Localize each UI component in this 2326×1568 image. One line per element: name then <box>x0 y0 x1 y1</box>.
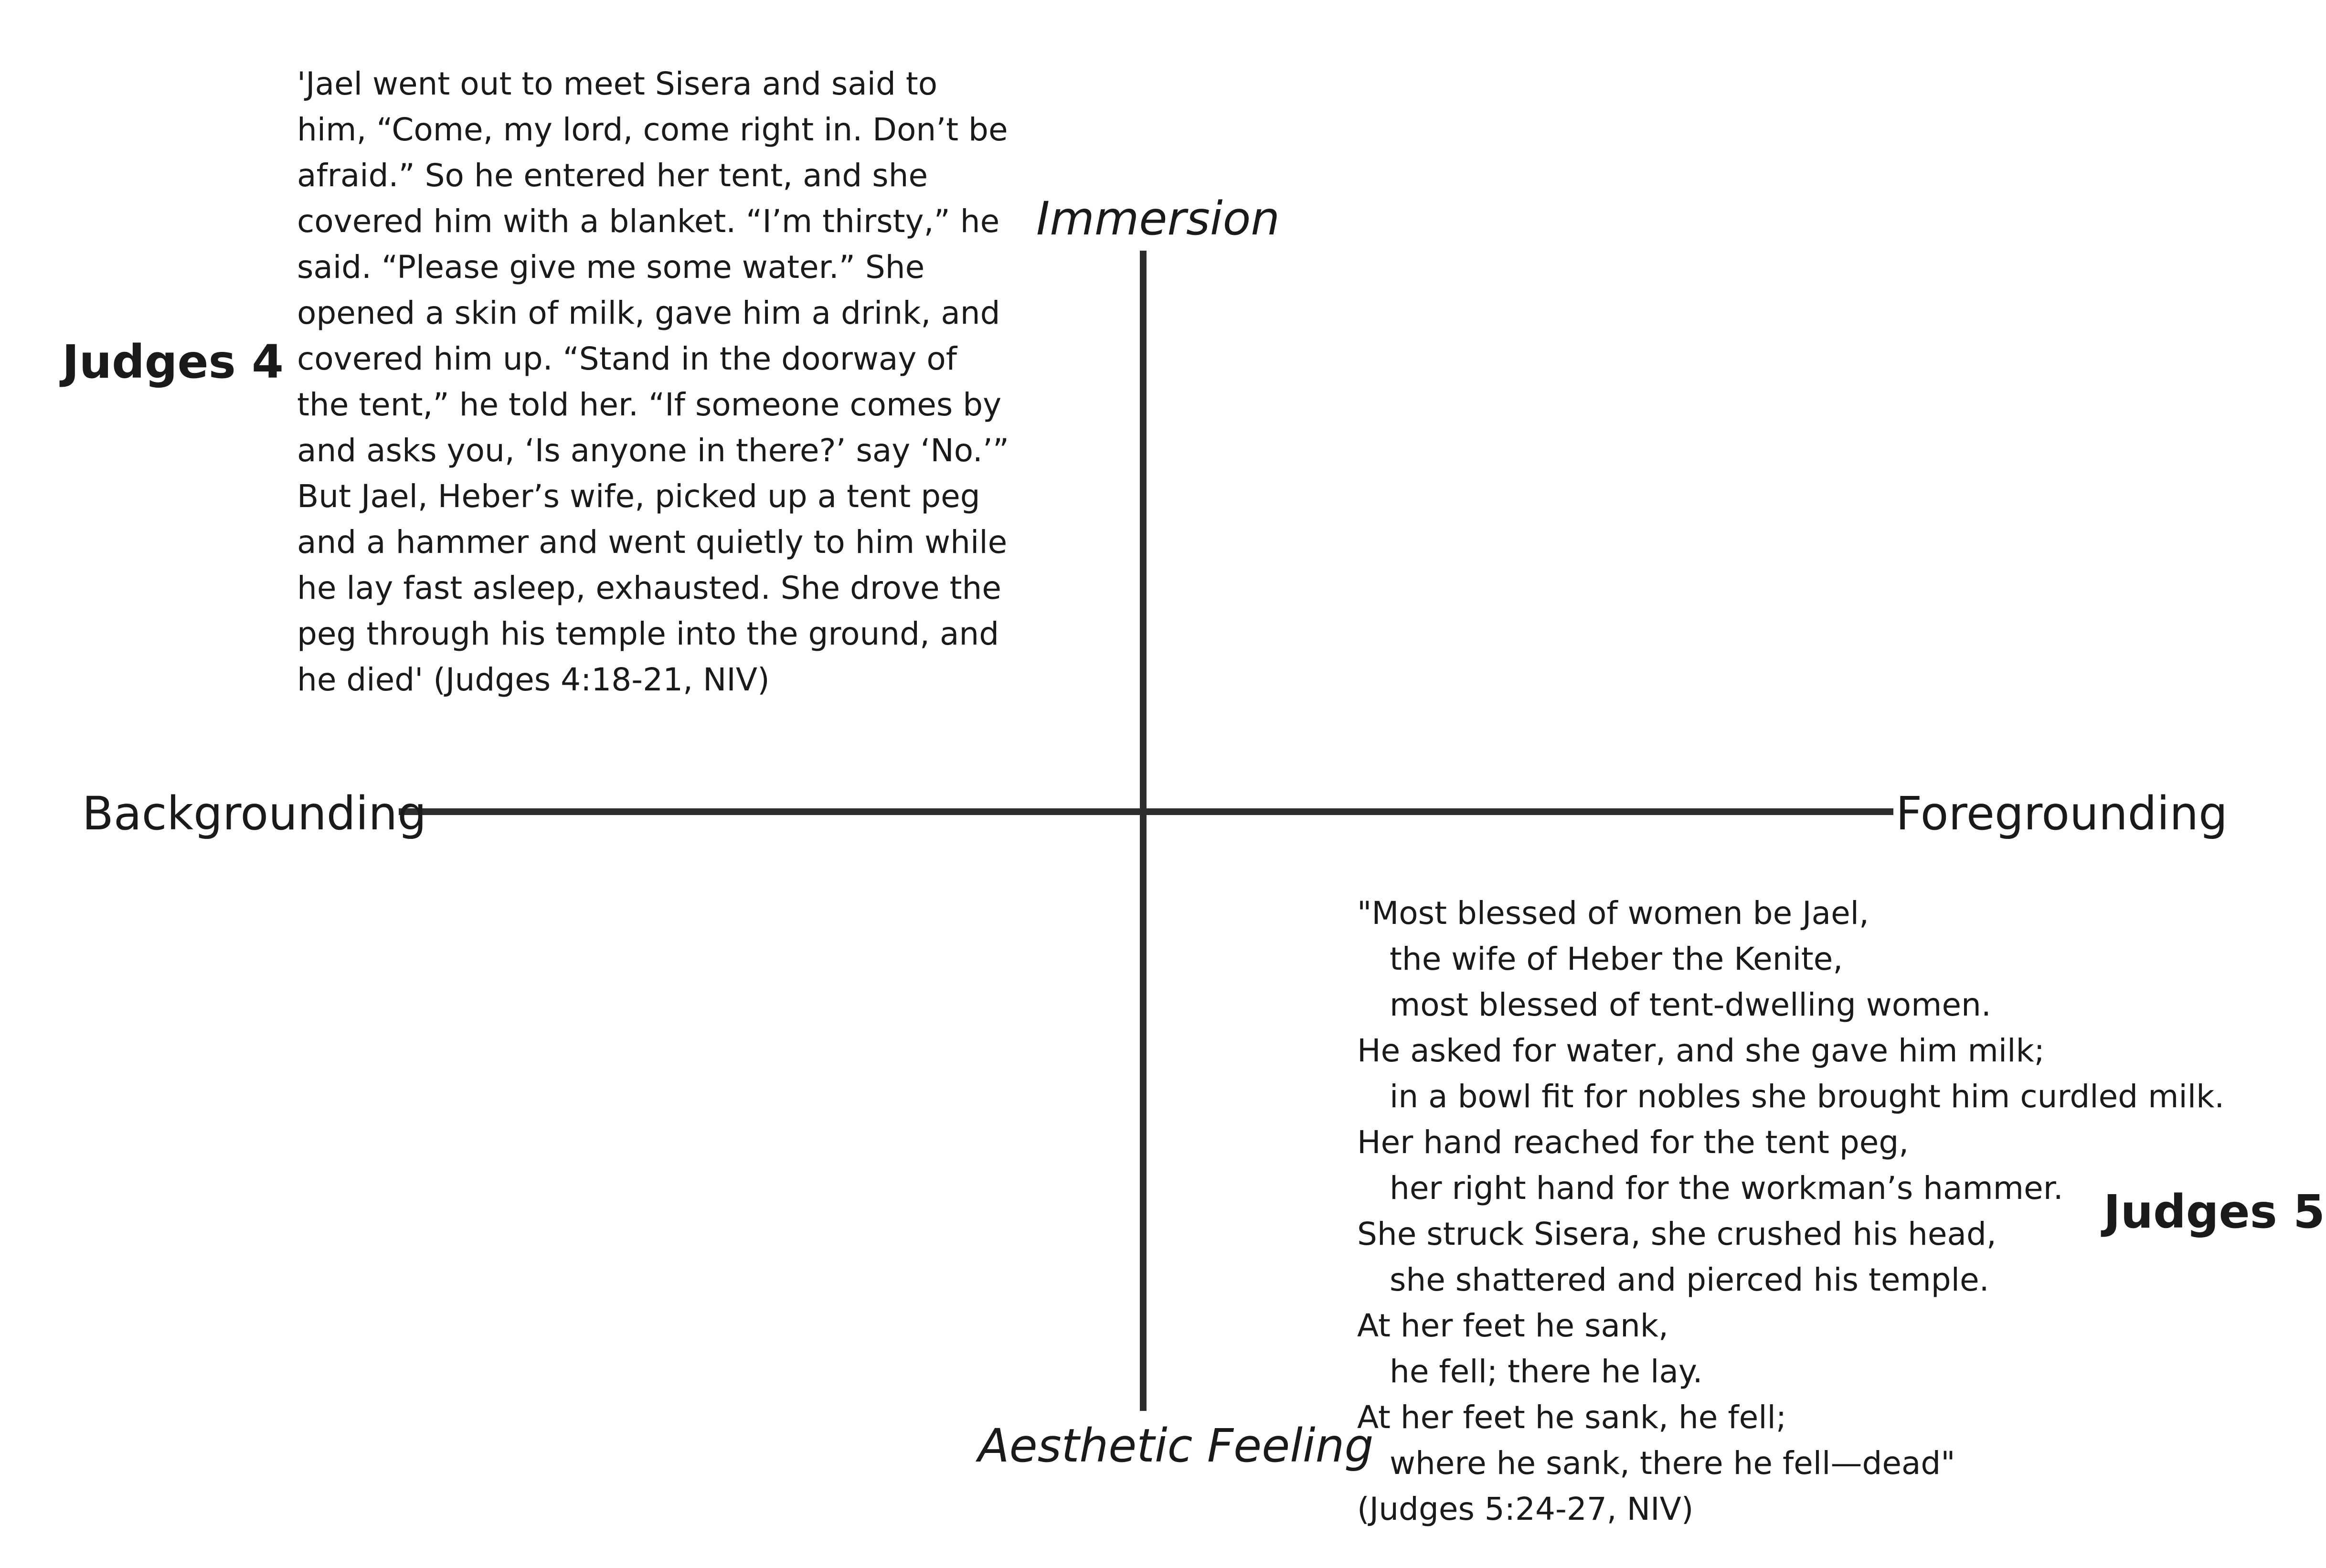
passage-line: he died' (Judges 4:18-21, NIV) <box>297 661 770 698</box>
passage-line: him, “Come, my lord, come right in. Don’t be <box>297 111 1008 148</box>
passage-line: her right hand for the workman’s hammer. <box>1390 1170 2063 1207</box>
passage-line: most blessed of tent-dwelling women. <box>1390 986 1991 1023</box>
passage-line: At her feet he sank, <box>1357 1307 1668 1344</box>
passage-line: he lay fast asleep, exhausted. She drove the <box>297 570 1001 606</box>
passage-line: covered him with a blanket. “I’m thirsty,” he <box>297 203 1000 240</box>
judges-5-heading: Judges 5 <box>2103 1185 2325 1239</box>
judges-4-heading: Judges 4 <box>62 335 284 389</box>
axis-label-backgrounding: Backgrounding <box>82 787 427 840</box>
passage-line: he fell; there he lay. <box>1390 1353 1703 1390</box>
passage-line: afraid.” So he entered her tent, and she <box>297 157 928 194</box>
passage-line: and asks you, ‘Is anyone in there?’ say ‘No.’” <box>297 432 1009 469</box>
axis-label-aesthetic-feeling: Aesthetic Feeling <box>978 1419 1374 1473</box>
passage-line: opened a skin of milk, gave him a drink, and <box>297 295 1000 331</box>
passage-line: (Judges 5:24-27, NIV) <box>1357 1491 1694 1527</box>
passage-line: He asked for water, and she gave him milk; <box>1357 1032 2045 1069</box>
passage-line: and a hammer and went quietly to him while <box>297 524 1008 561</box>
passage-line: said. “Please give me some water.” She <box>297 249 925 286</box>
passage-line: "Most blessed of women be Jael, <box>1357 895 1869 932</box>
axis-label-immersion: Immersion <box>1036 192 1280 245</box>
judges-5-passage <box>1357 890 2224 1532</box>
vertical-axis-line <box>1140 251 1147 1411</box>
passage-line: covered him up. “Stand in the doorway of <box>297 340 957 377</box>
passage-line: 'Jael went out to meet Sisera and said to <box>297 65 938 102</box>
passage-line: in a bowl fit for nobles she brought him curdled milk. <box>1390 1078 2225 1115</box>
passage-line: At her feet he sank, he fell; <box>1357 1399 1787 1436</box>
passage-line: Her hand reached for the tent peg, <box>1357 1124 1909 1161</box>
passage-line: the tent,” he told her. “If someone comes by <box>297 386 1002 423</box>
passage-line: where he sank, there he fell—dead" <box>1390 1445 1955 1482</box>
passage-line: the wife of Heber the Kenite, <box>1390 941 1843 977</box>
axis-label-foregrounding: Foregrounding <box>1896 787 2228 840</box>
passage-line: She struck Sisera, she crushed his head, <box>1357 1216 1997 1252</box>
passage-line: she shattered and pierced his temple. <box>1390 1261 1989 1298</box>
passage-line: peg through his temple into the ground, and <box>297 615 999 652</box>
judges-4-passage <box>297 61 1009 703</box>
passage-line: But Jael, Heber’s wife, picked up a tent peg <box>297 478 980 515</box>
